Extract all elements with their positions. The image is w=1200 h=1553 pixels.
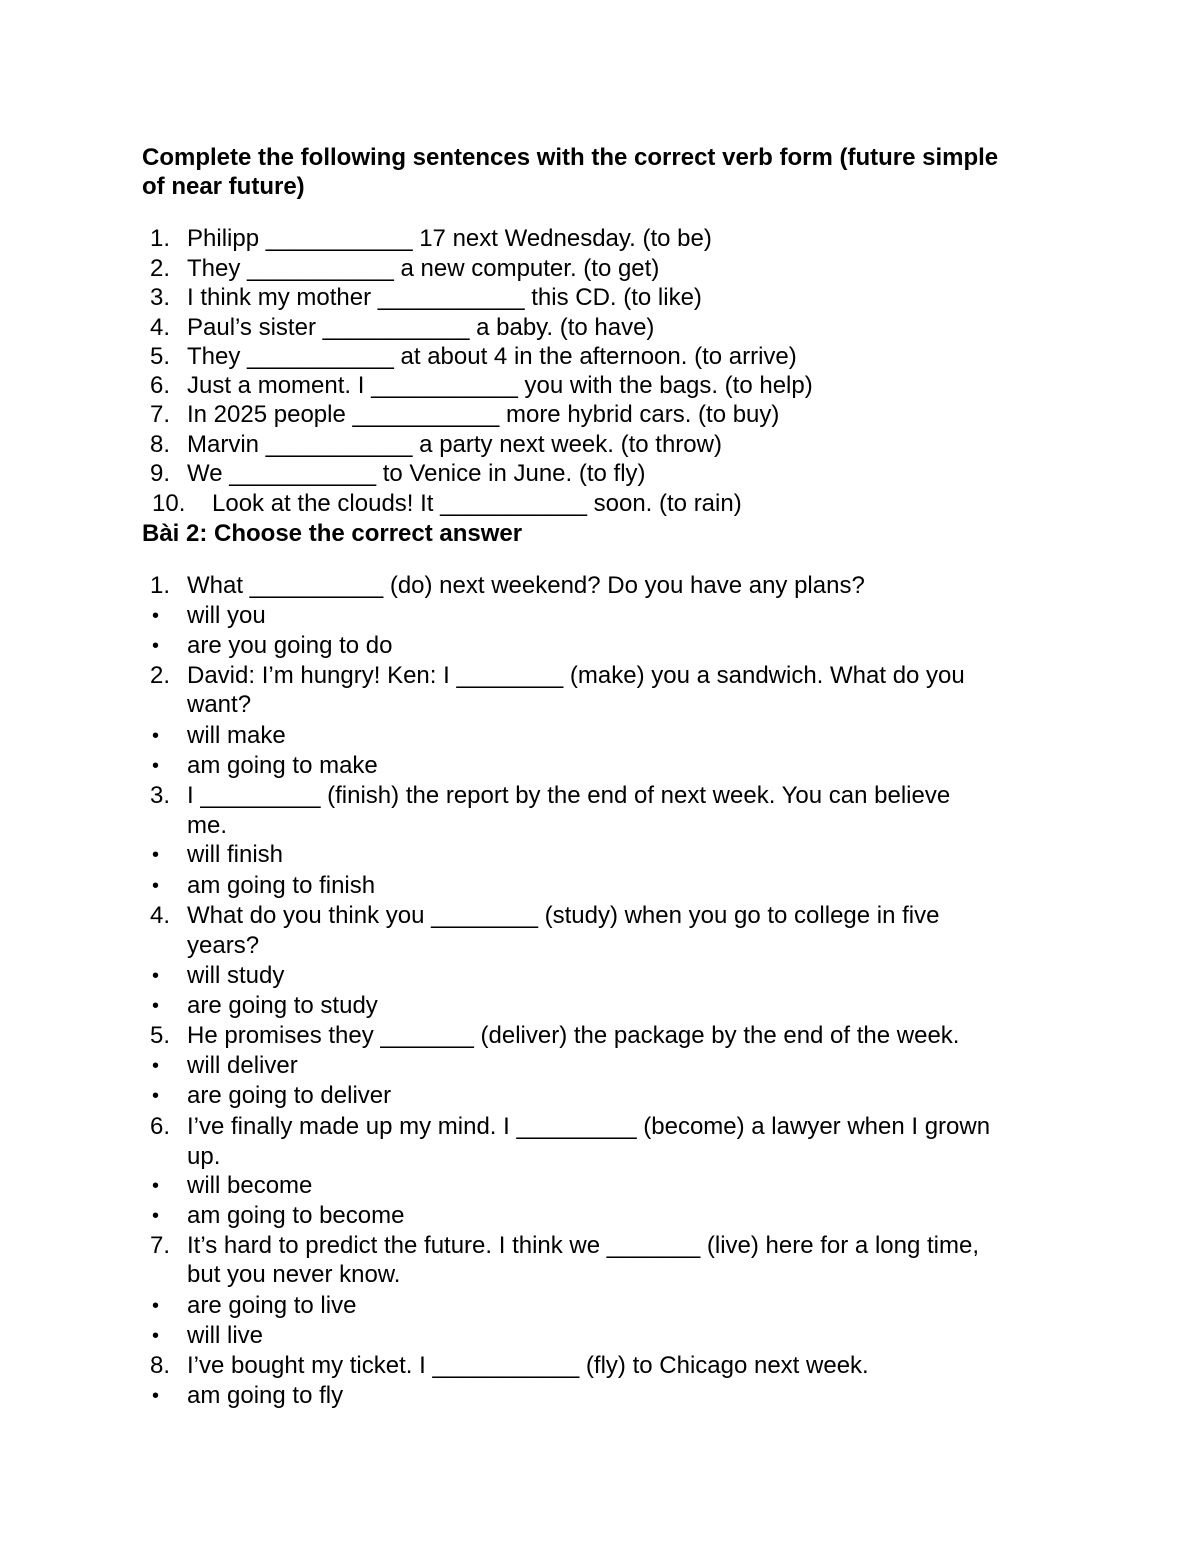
exercise1-title-line2: of near future) (142, 173, 305, 200)
bullet-icon: • (152, 605, 160, 627)
list-item (0, 283, 1200, 313)
question-continuation (0, 690, 1200, 720)
item-text: will study (187, 962, 285, 989)
question-continuation (0, 1260, 1200, 1290)
answer-option (0, 721, 1200, 751)
item-number: 2. (150, 662, 171, 689)
item-text: David: I’m hungry! Ken: I ________ (make) you a sandwich. What do you (187, 662, 965, 689)
item-number: 10. (152, 490, 186, 517)
item-text: Marvin ___________ a party next week. (to throw) (187, 431, 722, 458)
item-text: will you (187, 602, 266, 629)
item-text: am going to fly (187, 1382, 344, 1409)
item-text: are going to deliver (187, 1082, 392, 1109)
bullet-icon: • (152, 755, 160, 777)
list-item (0, 459, 1200, 489)
answer-option (0, 961, 1200, 991)
exercise2-title: Bài 2: Choose the correct answer (142, 520, 523, 547)
item-number: 1. (150, 225, 171, 252)
question-continuation (0, 931, 1200, 961)
item-number: 7. (150, 401, 171, 428)
answer-option (0, 840, 1200, 870)
item-text: I think my mother ___________ this CD. (to like) (187, 284, 702, 311)
answer-option (0, 1381, 1200, 1411)
bullet-icon: • (152, 1295, 160, 1317)
question-item (0, 1021, 1200, 1051)
item-number: 4. (150, 314, 171, 341)
item-text: want? (187, 691, 252, 718)
answer-option (0, 631, 1200, 661)
item-text: Just a moment. I ___________ you with the bags. (to help) (187, 372, 813, 399)
item-text: I’ve finally made up my mind. I _________ (become) a lawyer when I grown (187, 1113, 991, 1140)
bullet-icon: • (152, 844, 160, 866)
item-text: are going to study (187, 992, 378, 1019)
item-text: years? (187, 932, 260, 959)
item-number: 5. (150, 343, 171, 370)
item-text: It’s hard to predict the future. I think we _______ (live) here for a long time, (187, 1232, 979, 1259)
question-item (0, 1351, 1200, 1381)
item-text: me. (187, 812, 228, 839)
question-item (0, 571, 1200, 601)
question-item (0, 1231, 1200, 1261)
item-text: will live (187, 1322, 264, 1349)
item-text: will deliver (187, 1052, 298, 1079)
list-item (0, 313, 1200, 343)
bullet-icon: • (152, 1205, 160, 1227)
item-text: up. (187, 1143, 221, 1170)
answer-option (0, 751, 1200, 781)
answer-option (0, 871, 1200, 901)
item-number: 9. (150, 460, 171, 487)
item-number: 4. (150, 902, 171, 929)
item-text: am going to make (187, 752, 378, 779)
list-item (0, 224, 1200, 254)
list-item (0, 430, 1200, 460)
question-item (0, 901, 1200, 931)
item-number: 2. (150, 255, 171, 282)
item-text: They ___________ a new computer. (to get) (187, 255, 660, 282)
answer-option (0, 1321, 1200, 1351)
list-item (0, 371, 1200, 401)
item-number: 3. (150, 284, 171, 311)
item-number: 1. (150, 572, 171, 599)
item-text: They ___________ at about 4 in the afternoon. (to arrive) (187, 343, 797, 370)
item-text: are you going to do (187, 632, 393, 659)
bullet-icon: • (152, 1175, 160, 1197)
bullet-icon: • (152, 875, 160, 897)
bullet-icon: • (152, 1385, 160, 1407)
item-text: I’ve bought my ticket. I ___________ (fly) to Chicago next week. (187, 1352, 869, 1379)
answer-option (0, 1081, 1200, 1111)
item-text: am going to finish (187, 872, 376, 899)
item-number: 8. (150, 431, 171, 458)
item-number: 5. (150, 1022, 171, 1049)
item-text: are going to live (187, 1292, 357, 1319)
answer-option (0, 601, 1200, 631)
question-item (0, 781, 1200, 811)
list-item (0, 254, 1200, 284)
item-text: will become (187, 1172, 313, 1199)
item-text: Philipp ___________ 17 next Wednesday. (to be) (187, 225, 712, 252)
item-text: will finish (187, 841, 284, 868)
item-text: I _________ (finish) the report by the end of next week. You can believe (187, 782, 951, 809)
bullet-icon: • (152, 995, 160, 1017)
bullet-icon: • (152, 1325, 160, 1347)
question-continuation (0, 1142, 1200, 1172)
item-number: 7. (150, 1232, 171, 1259)
answer-option (0, 1201, 1200, 1231)
item-text: In 2025 people ___________ more hybrid cars. (to buy) (187, 401, 780, 428)
answer-option (0, 991, 1200, 1021)
bullet-icon: • (152, 725, 160, 747)
answer-option (0, 1051, 1200, 1081)
item-text: What __________ (do) next weekend? Do you have any plans? (187, 572, 865, 599)
item-number: 6. (150, 372, 171, 399)
item-text: We ___________ to Venice in June. (to fly) (187, 460, 646, 487)
bullet-icon: • (152, 1085, 160, 1107)
item-number: 3. (150, 782, 171, 809)
item-text: He promises they _______ (deliver) the package by the end of the week. (187, 1022, 960, 1049)
item-number: 6. (150, 1113, 171, 1140)
list-item (0, 489, 1200, 519)
item-text: am going to become (187, 1202, 405, 1229)
question-continuation (0, 811, 1200, 841)
question-item (0, 1112, 1200, 1142)
bullet-icon: • (152, 1055, 160, 1077)
item-text: Look at the clouds! It ___________ soon. (to rain) (212, 490, 742, 517)
item-text: Paul’s sister ___________ a baby. (to have) (187, 314, 655, 341)
item-number: 8. (150, 1352, 171, 1379)
answer-option (0, 1171, 1200, 1201)
list-item (0, 342, 1200, 372)
item-text: will make (187, 722, 286, 749)
bullet-icon: • (152, 965, 160, 987)
list-item (0, 400, 1200, 430)
item-text: but you never know. (187, 1261, 401, 1288)
bullet-icon: • (152, 635, 160, 657)
exercise1-title-line1: Complete the following sentences with the correct verb form (future simple (142, 144, 999, 171)
question-item (0, 661, 1200, 691)
item-text: What do you think you ________ (study) when you go to college in five (187, 902, 940, 929)
answer-option (0, 1291, 1200, 1321)
